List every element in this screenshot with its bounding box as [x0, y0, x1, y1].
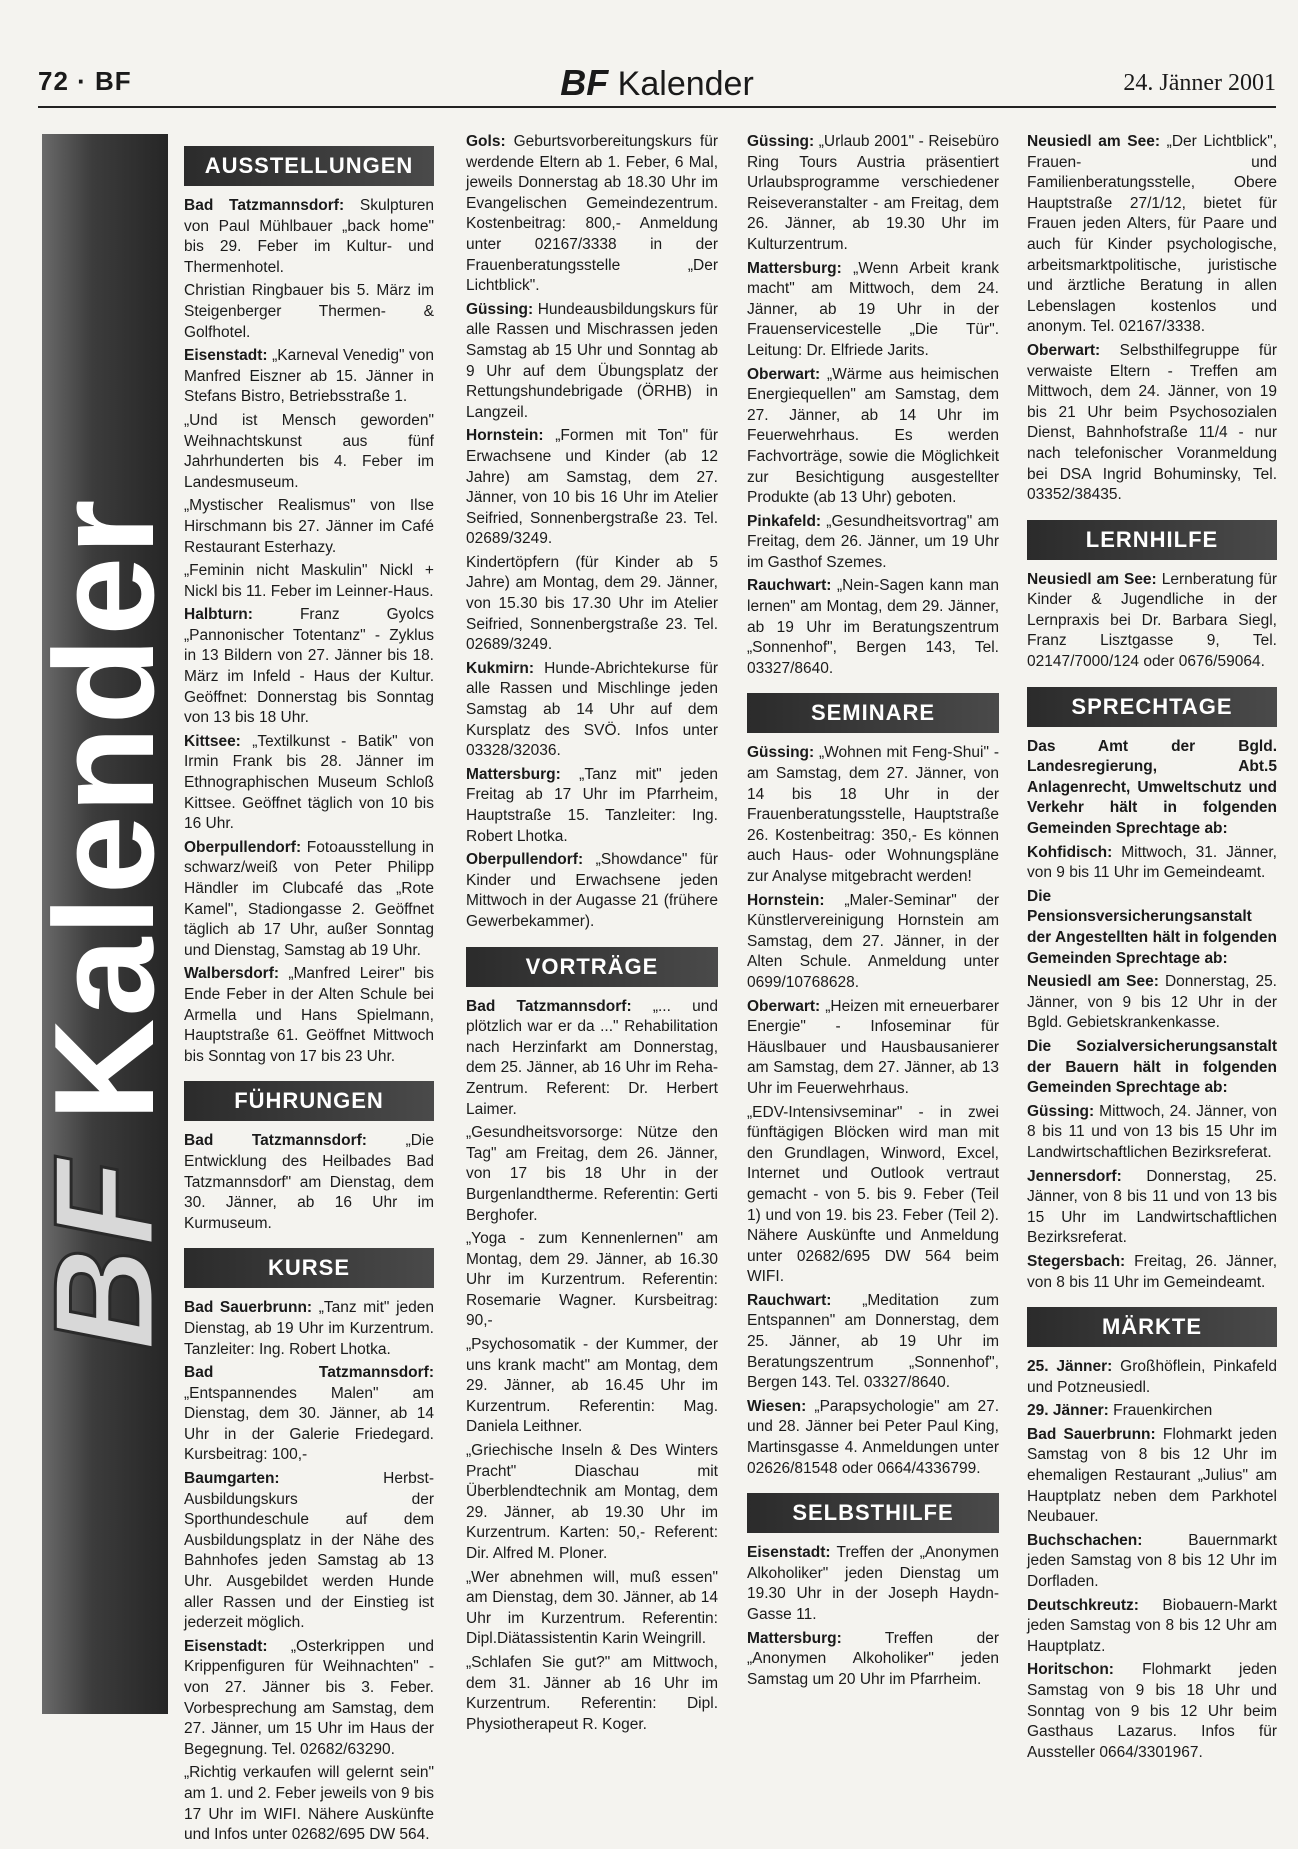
calendar-entry [747, 365, 999, 509]
entry-text: Treffen der „Anonymen Alkoholiker" jeden Dienstag um 19.30 Uhr in der Joseph Haydn-Gasse 11. [747, 1544, 999, 1623]
entry-text: „Richtig verkaufen will gelernt sein" am 1. und 2. Feber jeweils von 9 bis 17 Uhr im WIFI. Nähere Auskünfte und Infos unter 02682/695 DW 564. [184, 1764, 434, 1844]
calendar-entry [747, 1397, 999, 1479]
entry-place: Bad Sauerbrunn: [1027, 1425, 1156, 1443]
entry-text: „Die Entwicklung des Heilbades Bad Tatzmannsdorf" am Dienstag, dem 30. Jänner, ab 16 Uhr im Kurmuseum. [184, 1132, 434, 1232]
entry-place: Oberwart: [1027, 341, 1101, 359]
entry-text: „Manfred Leirer" bis Ende Feber in der Alten Schule bei Armella und Hans Spielmann, Hauptstraße 61. Geöffnet Mittwoch bis Sonntag von 17 bis 23 Uhr. [184, 965, 434, 1065]
section-heading: LERNHILFE [1027, 520, 1277, 560]
section-heading: SPRECHTAGE [1027, 687, 1277, 727]
header-title [38, 62, 1276, 104]
page-number-value: 72 [38, 66, 69, 96]
entry-text: „Schlafen Sie gut?" am Mittwoch, dem 31. Jänner ab 16 Uhr im Kurzentrum. Referentin: Dipl. Physiotherapeut R. Koger. [466, 1653, 718, 1733]
calendar-entry [184, 1298, 434, 1360]
calendar-entry [466, 1229, 718, 1332]
side-banner-brand: BF [25, 1157, 184, 1351]
entry-text: Mittwoch, 24. Jänner, von 8 bis 11 und von 13 bis 15 Uhr im Landwirtschaftlichen Bezirksreferat. [1027, 1102, 1277, 1161]
entry-text: „Maler-Seminar" der Künstlervereinigung Hornstein am Samstag, dem 27. Jänner, in der Alten Schule. Anmeldung unter 0699/10768628. [747, 891, 999, 991]
entry-text: „Gesundheitsvorsorge: Nütze den Tag" am Freitag, dem 26. Jänner, von 17 bis 18 Uhr in der Burgenlandtherme. Referentin: Gerti Berghofer. [466, 1124, 718, 1224]
section-heading: SEMINARE [747, 693, 999, 733]
calendar-entry [466, 426, 718, 550]
calendar-entry [184, 561, 434, 602]
entry-text: „Der Lichtblick", Frauen- und Familienberatungsstelle, Obere Hauptstraße 27/1/12, bietet für Frauen jeden Alters, für Paare und auch für Kinder psychologische, arbeitsmarktpolitische, juristische und ärztliche Beratung in allen Lebenslagen kostenlos und anonym. Tel. 02167/3338. [1027, 133, 1278, 336]
entry-place: Güssing: [747, 133, 815, 150]
calendar-entry [747, 997, 999, 1100]
entry-place: Die Pensionsversicherungsanstalt der Angestellten hält in folgenden Gemeinden Sprechtage ab: [1027, 887, 1277, 967]
entry-place: Wiesen: [747, 1397, 807, 1415]
calendar-entry [184, 838, 434, 962]
entry-text: Selbsthilfegruppe für verwaiste Eltern - Treffen am Mittwoch, dem 24. Jänner, von 19 bis 21 Uhr beim Psychosozialen Dienst, Bahnhofstraße 11/4 - nur nach telefonischer Voranmeldung bei DSA Ingrid Bohuminsky, Tel. 03352/38435. [1027, 341, 1277, 504]
calendar-entry [1027, 1425, 1277, 1528]
entry-text: Christian Ringbauer bis 5. März im Steigenberger Thermen- & Golfhotel. [184, 282, 434, 341]
calendar-entry [466, 1335, 718, 1438]
calendar-entry [184, 411, 434, 493]
entry-place: Oberpullendorf: [466, 851, 584, 869]
calendar-entry [1027, 341, 1277, 506]
calendar-entry [466, 765, 718, 847]
entry-place: Walbersdorf: [184, 965, 280, 983]
entry-place: Oberpullendorf: [184, 838, 302, 856]
calendar-entry [184, 196, 434, 278]
calendar-entry [466, 1123, 718, 1226]
entry-text: Flohmarkt jeden Samstag von 8 bis 12 Uhr im ehemaligen Restaurant „Julius" am Hauptplatz neben dem Parkhotel Neubauer. [1027, 1425, 1277, 1526]
entry-text: „Formen mit Ton" für Erwachsene und Kinder (ab 12 Jahre) am Samstag, dem 27. Jänner, von 10 bis 16 Uhr im Atelier Seifried, Sonnenbergstraße 23. Tel. 02689/3249. [466, 427, 718, 548]
calendar-entry [466, 1441, 718, 1565]
entry-text: „Entspannendes Malen" am Dienstag, dem 30. Jänner, ab 14 Uhr in der Galerie Friedegard. Kursbeitrag: 100,- [184, 1384, 434, 1464]
entry-place: Bad Sauerbrunn: [184, 1299, 313, 1317]
entry-place: Bad Tatzmannsdorf: [184, 1364, 434, 1382]
entry-place: Oberwart: [747, 997, 821, 1015]
calendar-entry [1027, 737, 1277, 840]
entry-text: Hunde-Abrichtekurse für alle Rassen und Mischlinge jeden Samstag ab 14 Uhr auf dem Kursplatz des SVÖ. Infos unter 03328/32036. [466, 659, 718, 760]
entry-text: „Mystischer Realismus" von Ilse Hirschmann bis 27. Jänner im Café Restaurant Esterhazy. [184, 497, 434, 556]
calendar-entry [466, 132, 718, 297]
calendar-entry [466, 300, 718, 424]
column-4 [1027, 132, 1277, 1766]
entry-text: „Karneval Venedig" von Manfred Eiszner ab 15. Jänner in Stefans Bistro, Betriebsstraße 1. [184, 347, 434, 406]
entry-place: Eisenstadt: [184, 1637, 268, 1655]
entry-text: „Gesundheitsvortrag" am Freitag, dem 26. Jänner, um 19 Uhr im Gasthof Szemes. [747, 512, 999, 571]
entry-place: Gols: [466, 133, 506, 150]
entry-text: Lernberatung für Kinder & Jugendliche in der Lernpraxis bei Dr. Barbara Siegl, Franz Lisztgasse 9, Tel. 02147/7000/124 oder 0676/59064. [1027, 570, 1277, 671]
calendar-entry [184, 1637, 434, 1761]
calendar-entry [747, 891, 999, 994]
calendar-entry [1027, 1357, 1277, 1398]
entry-text: „Feminin nicht Maskulin" Nickl + Nickl bis 11. Feber im Leinner-Haus. [184, 562, 434, 600]
entry-text: „Osterkrippen und Krippenfiguren für Weihnachten" - von 27. Jänner bis 3. Feber. Vorbesprechung am Samstag, dem 27. Jänner, um 15 Uhr im Haus der Begegnung. Tel. 02682/63290. [184, 1637, 434, 1758]
section-heading: AUSSTELLUNGEN [184, 146, 434, 186]
entry-place: Bad Tatzmannsdorf: [184, 1132, 367, 1150]
entry-place: Mattersburg: [466, 765, 561, 783]
entry-text: „Heizen mit erneuerbarer Energie" - Infoseminar für Häuslbauer und Hausbausanierer am Samstag, dem 27. Jänner, ab 13 Uhr im Feuerwehrhaus. [747, 997, 999, 1097]
entry-text: „Urlaub 2001" - Reisebüro Ring Tours Austria präsentiert Urlaubsprogramme verschiedener Reiseveranstalter - am Freitag, dem 26. Jänner, ab 19.30 Uhr im Kulturzentrum. [747, 133, 999, 253]
calendar-entry [747, 259, 999, 362]
page-number: 72 · BF [38, 66, 132, 96]
entry-place: Die Sozialversicherungsanstalt der Bauern hält in folgenden Gemeinden Sprechtage ab: [1027, 1037, 1277, 1097]
entry-place: Mattersburg: [747, 1629, 842, 1647]
calendar-entry [184, 1469, 434, 1634]
calendar-entry [1027, 972, 1277, 1034]
entry-place: Mattersburg: [747, 259, 842, 277]
entry-text: Freitag, 26. Jänner, von 8 bis 11 Uhr im Gemeindeamt. [1027, 1252, 1277, 1291]
header-title-text: Kalender [617, 65, 754, 103]
calendar-entry [466, 659, 718, 762]
header-brand: BF [560, 62, 609, 103]
entry-text: „Tanz mit" jeden Dienstag, ab 19 Uhr im Kurzentrum. Tanzleiter: Ing. Robert Lhotka. [184, 1299, 434, 1358]
calendar-entry [1027, 1596, 1277, 1658]
page-header [38, 62, 1276, 108]
entry-text: „Psychosomatik - der Kummer, der uns krank macht" am Montag, dem 29. Jänner, ab 16.45 Uhr im Kurzentrum. Referentin: Mag. Daniela Leithner. [466, 1336, 718, 1436]
entry-place: Hornstein: [747, 891, 825, 909]
entry-text: Geburtsvorbereitungskurs für werdende Eltern ab 1. Feber, 6 Mal, jeweils Donnerstag ab 18.30 Uhr im Evangelischen Gemeindezentrum. Kostenbeitrag: 800,- Anmeldung unter 02167/3338 in der Frauenberatungsstelle „Der Lichtblick". [466, 133, 718, 295]
entry-place: Güssing: [466, 300, 534, 318]
entry-place: Das Amt der Bgld. Landesregierung, Abt.5 Anlagenrecht, Umweltschutz und Verkehr hält in folgenden Gemeinden Sprechtage ab: [1027, 737, 1277, 838]
entry-place: Deutschkreutz: [1027, 1596, 1139, 1614]
entry-text: „Showdance" für Kinder und Erwachsene jeden Mittwoch in der Augasse 21 (frühere Gewerbekammer). [466, 851, 718, 930]
entry-place: Oberwart: [747, 365, 821, 383]
entry-text: „Textilkunst - Batik" von Irmin Frank bis 28. Jänner im Ethnographischen Museum Schloß Kittsee. Geöffnet täglich von 10 bis 16 Uhr. [184, 732, 434, 833]
entry-text: Großhöflein, Pinkafeld und Potzneusiedl. [1027, 1358, 1277, 1396]
entry-text: „Wenn Arbeit krank macht" am Mittwoch, dem 24. Jänner, ab 19 Uhr in der Frauenservicestelle „Die Tür". Leitung: Dr. Elfriede Jarits. [747, 259, 999, 359]
entry-place: Kohfidisch: [1027, 843, 1113, 861]
entry-text: „Wohnen mit Feng-Shui" - am Samstag, dem 27. Jänner, von 14 bis 18 Uhr in der Frauenberatungsstelle, Hauptstraße 26. Kostenbeitrag: 350,- Es können auch Haus- oder Wohnungspläne zur Analyse mitgebracht werden! [747, 744, 999, 885]
entry-text: Frauenkirchen [1108, 1402, 1213, 1420]
calendar-entry [747, 576, 999, 679]
calendar-entry [466, 997, 718, 1121]
entry-text: Franz Gyolcs „Pannonischer Totentanz" - Zyklus in 13 Bildern von 27. Jänner bis 18. März im Infeld - Haus der Kultur. Geöffnet: Donnerstag bis Sonntag von 13 bis 18 Uhr. [184, 606, 434, 727]
side-banner-text [23, 498, 187, 1351]
entry-text: Biobauern-Markt jeden Samstag von 8 bis 12 Uhr am Hauptplatz. [1027, 1596, 1277, 1655]
entry-text: „Wer abnehmen will, muß essen" am Dienstag, dem 30. Jänner, ab 14 Uhr im Kurzentrum. Referentin: Dipl.Diätassistentin Karin Weingrill. [466, 1568, 718, 1648]
calendar-entry [184, 605, 434, 729]
calendar-entry [466, 553, 718, 656]
entry-text: „... und plötzlich war er da ..." Rehabilitation nach Herzinfarkt am Donnerstag, dem 25. Jänner, ab 16 Uhr im Reha-Zentrum. Referent: Dr. Herbert Laimer. [466, 997, 718, 1118]
entry-text: Mittwoch, 31. Jänner, von 9 bis 11 Uhr im Gemeindeamt. [1027, 843, 1277, 882]
entry-place: Pinkafeld: [747, 512, 822, 530]
calendar-entry [1027, 1167, 1277, 1249]
entry-place: Halbturn: [184, 606, 253, 624]
calendar-entry [1027, 887, 1277, 969]
entry-place: Jennersdorf: [1027, 1167, 1122, 1185]
calendar-entry [747, 1103, 999, 1288]
entry-text: „Griechische Inseln & Des Winters Pracht" Diaschau mit Überblendtechnik am Montag, dem 29. Jänner, ab 19.30 Uhr im Kurzentrum. Karten: 50,- Referent: Dir. Alfred M. Ploner. [466, 1442, 718, 1562]
entry-text: „Yoga - zum Kennenlernen" am Montag, dem 29. Jänner, ab 16.30 Uhr im Kurzentrum. Referentin: Rosemarie Wagner. Kursbeitrag: 90,- [466, 1230, 718, 1330]
entry-place: Rauchwart: [747, 577, 832, 595]
entry-text: „EDV-Intensivseminar" - in zwei fünftägigen Blöcken wird man mit den Grundlagen, Winword, Excel, Internet und Outlook vertraut gemacht - von 5. bis 9. Feber (Teil 1) und von 19. bis 23. Feber (Teil 2). Nähere Auskünfte und Anmeldung unter 02682/695 DW 564 beim WIFI. [747, 1103, 999, 1286]
calendar-entry [747, 743, 999, 887]
side-banner-word: Kalender [25, 497, 184, 1122]
calendar-entry [1027, 1660, 1277, 1763]
calendar-entry [466, 1653, 718, 1735]
column-3 [747, 132, 999, 1693]
section-heading: VORTRÄGE [466, 947, 718, 987]
entry-place: Bad Tatzmannsdorf: [466, 997, 632, 1015]
entry-text: Donnerstag, 25. Jänner, von 9 bis 12 Uhr in der Bgld. Gebietskrankenkasse. [1027, 973, 1277, 1032]
entry-place: Neusiedl am See: [1027, 133, 1161, 150]
entry-place: Hornstein: [466, 427, 544, 445]
calendar-entry [184, 281, 434, 343]
entry-text: Skulpturen von Paul Mühlbauer „back home" bis 29. Feber im Kultur- und Thermenhotel. [184, 197, 434, 276]
column-2 [466, 132, 718, 1738]
entry-text: „Wärme aus heimischen Energiequellen" am Samstag, dem 27. Jänner, ab 14 Uhr im Feuerwehrhaus. Es werden Fachvorträge, sowie die Möglichkeit zur Besichtigung ausgestellter Produkte (ab 13 Uhr) geboten. [747, 365, 999, 507]
calendar-entry [747, 1291, 999, 1394]
calendar-entry [1027, 1102, 1277, 1164]
entry-text: „Und ist Mensch geworden" Weihnachtskunst aus fünf Jahrhunderten bis 4. Feber im Landesmuseum. [184, 411, 434, 491]
calendar-entry [466, 850, 718, 932]
entry-place: Buchschachen: [1027, 1531, 1143, 1549]
entry-place: Rauchwart: [747, 1291, 832, 1309]
calendar-entry [747, 1543, 999, 1625]
entry-text: Treffen der „Anonymen Alkoholiker" jeden Samstag um 20 Uhr im Pfarrheim. [747, 1629, 999, 1688]
entry-text: Kindertöpfern (für Kinder ab 5 Jahre) am Montag, dem 29. Jänner, von 15.30 bis 17.30 Uhr im Atelier Seifried, Sonnenbergstraße 23. Tel. 02689/3249. [466, 553, 718, 654]
entry-text: Herbst-Ausbildungskurs der Sporthundeschule auf dem Ausbildungsplatz in der Nähe des Bahnhofes jeden Samstag ab 13 Uhr. Ausgebildet werden Hunde aller Rassen und der Einstieg ist jederzeit möglich. [184, 1470, 434, 1632]
calendar-entry [747, 132, 999, 256]
entry-place: Kukmirn: [466, 659, 535, 677]
entry-text: „Meditation zum Entspannen" am Donnerstag, dem 25. Jänner, ab 19 Uhr im Beratungszentrum „Sonnenhof", Bergen 143. Tel. 03327/8640. [747, 1291, 999, 1392]
entry-place: Neusiedl am See: [1027, 973, 1159, 991]
entry-place: 29. Jänner: [1027, 1402, 1109, 1420]
entry-text: Donnerstag, 25. Jänner, von 8 bis 11 und von 13 bis 15 Uhr im Landwirtschaftlichen Bezirksreferat. [1027, 1167, 1277, 1247]
section-heading: KURSE [184, 1248, 434, 1288]
entry-place: 25. Jänner: [1027, 1358, 1113, 1376]
entry-text: „Tanz mit" jeden Freitag ab 17 Uhr im Pfarrheim, Hauptstraße 15. Tanzleiter: Ing. Robert Lhotka. [466, 765, 718, 845]
calendar-entry [1027, 1401, 1277, 1422]
page-number-brand: BF [95, 66, 132, 96]
calendar-entry [1027, 1252, 1277, 1293]
entry-text: Hundeausbildungskurs für alle Rassen und Mischrassen jeden Samstag ab 15 Uhr und Sonntag ab 9 Uhr auf dem Übungsplatz der Rettungshundebrigade (ÖRHB) in Langzeil. [466, 300, 718, 421]
column-1 [184, 132, 434, 1849]
calendar-entry [1027, 570, 1277, 673]
calendar-entry [184, 1763, 434, 1845]
header-date: 24. Jänner 2001 [1123, 70, 1276, 96]
calendar-entry [184, 496, 434, 558]
entry-place: Eisenstadt: [747, 1544, 831, 1562]
entry-place: Eisenstadt: [184, 347, 268, 365]
calendar-entry [747, 512, 999, 574]
entry-place: Baumgarten: [184, 1470, 280, 1488]
side-banner [25, 134, 184, 1714]
entry-text: „Nein-Sagen kann man lernen" am Montag, dem 29. Jänner, ab 19 Uhr im Beratungszentrum „Sonnenhof", Bergen 143, Tel. 03327/8640. [747, 577, 999, 677]
calendar-entry [1027, 843, 1277, 884]
entry-text: Flohmarkt jeden Samstag von 9 bis 18 Uhr und Sonntag von 9 bis 12 Uhr beim Gasthaus Lazarus. Infos für Aussteller 0664/3301967. [1027, 1661, 1277, 1761]
calendar-entry [747, 1629, 999, 1691]
entry-text: Fotoausstellung in schwarz/weiß von Peter Philipp Händler im Clubcafé das „Rote Kamel", Stadiongasse 2. Geöffnet täglich ab 17 Uhr, außer Sonntag und Dienstag, Samstag ab 19 Uhr. [184, 838, 434, 959]
entry-place: Stegersbach: [1027, 1252, 1126, 1270]
entry-place: Bad Tatzmannsdorf: [184, 197, 345, 214]
entry-place: Horitschon: [1027, 1661, 1114, 1679]
entry-place: Güssing: [747, 744, 815, 762]
section-heading: SELBSTHILFE [747, 1493, 999, 1533]
entry-text: „Parapsychologie" am 27. und 28. Jänner bei Peter Paul King, Martinsgasse 4. Anmeldungen unter 02626/81548 oder 0664/4336799. [747, 1397, 999, 1477]
entry-place: Neusiedl am See: [1027, 570, 1157, 588]
section-heading: MÄRKTE [1027, 1307, 1277, 1347]
calendar-entry [1027, 1531, 1277, 1593]
entry-place: Güssing: [1027, 1102, 1095, 1120]
calendar-entry [1027, 132, 1277, 338]
calendar-entry [184, 732, 434, 835]
calendar-entry [184, 346, 434, 408]
entry-place: Kittsee: [184, 732, 241, 750]
calendar-entry [184, 964, 434, 1067]
calendar-entry [184, 1131, 434, 1234]
calendar-entry [466, 1568, 718, 1650]
entry-text: Bauernmarkt jeden Samstag von 8 bis 12 Uhr im Dorfladen. [1027, 1531, 1277, 1591]
calendar-entry [1027, 1037, 1277, 1099]
section-heading: FÜHRUNGEN [184, 1081, 434, 1121]
calendar-entry [184, 1363, 434, 1466]
